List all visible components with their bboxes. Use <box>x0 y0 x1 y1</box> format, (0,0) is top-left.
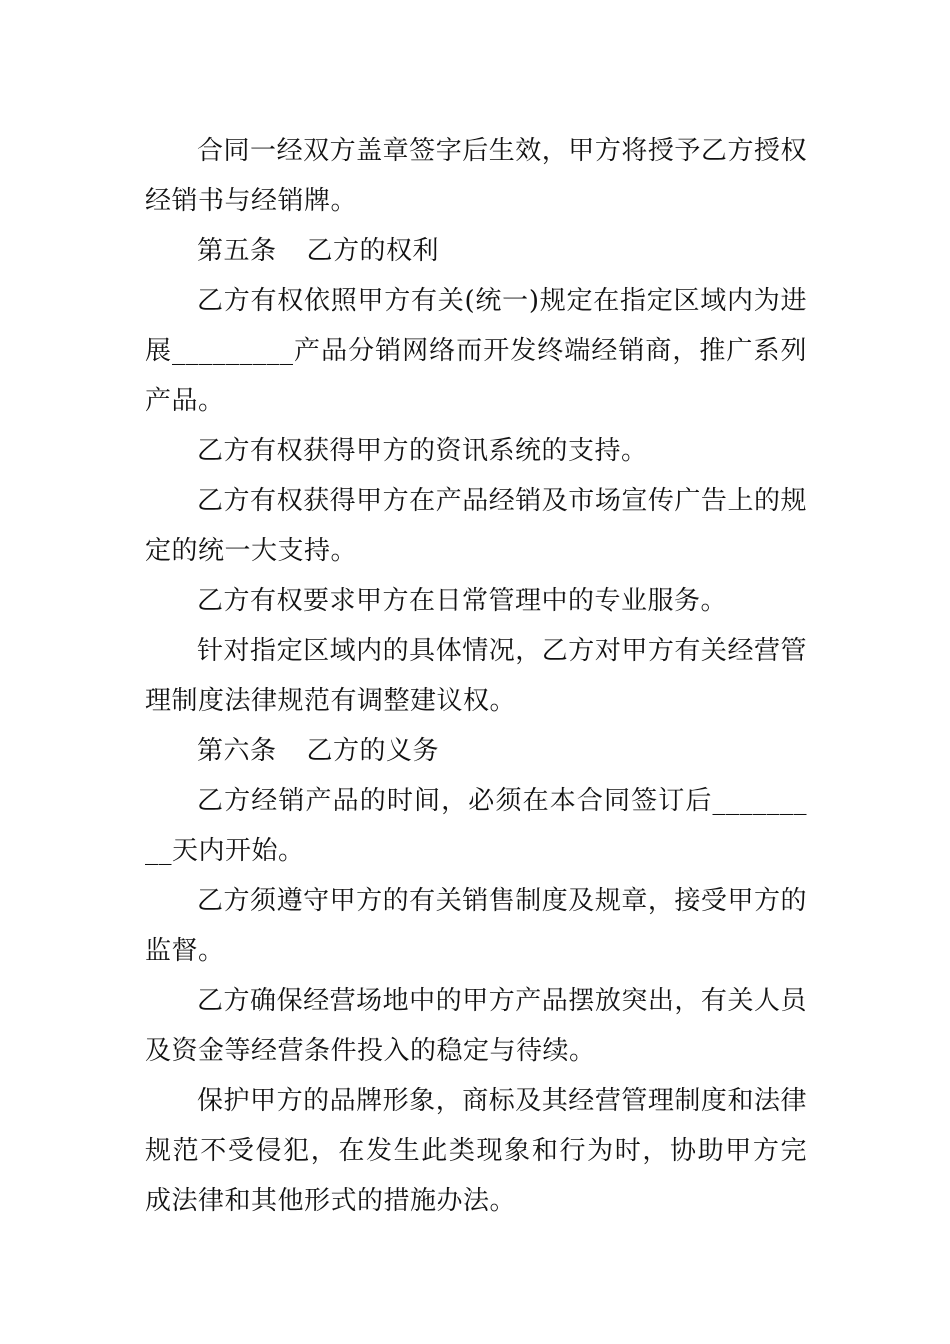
paragraph-duty-protect-brand: 保护甲方的品牌形象，商标及其经营管理制度和法律规范不受侵犯，在发生此类现象和行为时，协助甲方完成法律和其他形式的措施办法。 <box>145 1086 807 1216</box>
document-page <box>145 126 807 1226</box>
paragraph-right-distribution: 乙方有权依照甲方有关(统一)规定在指定区域内为进展_________产品分销网络而开发终端经销商，推广系列产品。 <box>145 286 807 416</box>
paragraph-right-service: 乙方有权要求甲方在日常管理中的专业服务。 <box>197 586 728 616</box>
article-5-title: 乙方的权利 <box>306 236 440 266</box>
paragraph-contract-effective: 合同一经双方盖章签字后生效，甲方将授予乙方授权经销书与经销牌。 <box>145 136 807 216</box>
article-6-heading <box>145 726 807 776</box>
paragraph-right-marketing-support: 乙方有权获得甲方在产品经销及市场宣传广告上的规定的统一大支持。 <box>145 486 807 566</box>
article-6-number: 第六条 <box>197 736 277 766</box>
article-5-number: 第五条 <box>197 236 277 266</box>
article-5-heading <box>145 226 807 276</box>
paragraph-duty-start-time: 乙方经销产品的时间，必须在本合同签订后_________天内开始。 <box>145 786 807 866</box>
paragraph-duty-display: 乙方确保经营场地中的甲方产品摆放突出，有关人员及资金等经营条件投入的稳定与待续。 <box>145 986 807 1066</box>
article-6-title: 乙方的义务 <box>306 736 440 766</box>
paragraph-duty-comply: 乙方须遵守甲方的有关销售制度及规章，接受甲方的监督。 <box>145 886 807 966</box>
paragraph-right-info-support: 乙方有权获得甲方的资讯系统的支持。 <box>197 436 648 466</box>
paragraph-right-suggestion: 针对指定区域内的具体情况，乙方对甲方有关经营管理制度法律规范有调整建议权。 <box>145 636 807 716</box>
